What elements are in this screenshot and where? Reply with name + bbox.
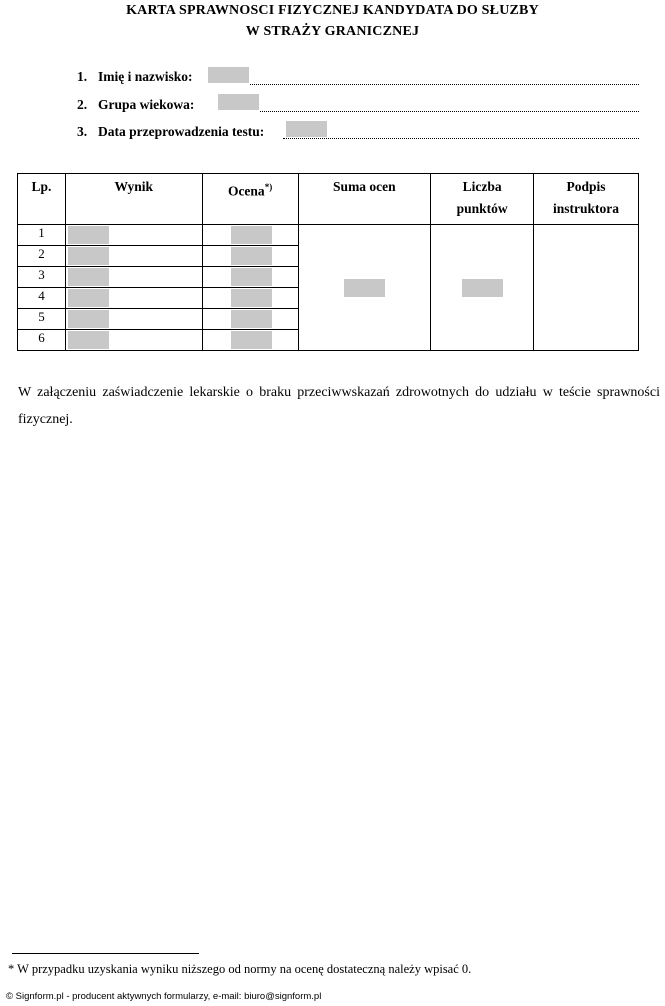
header-suma-ocen: Suma ocen [298, 174, 431, 225]
header-liczba-punktow: Liczba punktów [431, 174, 534, 225]
test-date-dotted-line [283, 138, 639, 139]
field-label-name: Imię i nazwisko: [98, 69, 193, 84]
header-ocena: Ocena*) [202, 174, 298, 225]
test-date-input[interactable] [286, 121, 327, 137]
wynik-input[interactable] [68, 289, 109, 307]
field-number: 1. [77, 69, 88, 84]
footnote-divider [12, 953, 199, 954]
ocena-input[interactable] [231, 331, 272, 349]
field-label-test-date: Data przeprowadzenia testu: [98, 124, 265, 139]
table-header-row [18, 174, 639, 225]
age-group-dotted-line [260, 111, 639, 112]
field-label-age-group: Grupa wiekowa: [98, 97, 195, 112]
row-lp: 3 [18, 267, 66, 288]
footnote-text: * W przypadku uzyskania wyniku niższego od normy na ocenę dostateczną należy wpisać 0. [8, 962, 472, 976]
wynik-input[interactable] [68, 247, 109, 265]
results-table [17, 173, 639, 351]
suma-ocen-input[interactable] [344, 279, 385, 297]
header-wynik: Wynik [65, 174, 202, 225]
liczba-punktow-input[interactable] [462, 279, 503, 297]
form-title-line1: KARTA SPRAWNOSCI FIZYCZNEJ KANDYDATA DO SŁUZBY [126, 3, 539, 18]
ocena-input[interactable] [231, 226, 272, 244]
row-lp: 2 [18, 246, 66, 267]
form-title-line2: W STRAŻY GRANICZNEJ [245, 24, 420, 39]
wynik-input[interactable] [68, 310, 109, 328]
footnote-mark: *) [264, 182, 273, 192]
wynik-input[interactable] [68, 331, 109, 349]
header-lp: Lp. [18, 174, 66, 225]
credit-line: © Signform.pl - producent aktywnych formularzy, e-mail: biuro@signform.pl [6, 991, 322, 1002]
ocena-input[interactable] [231, 268, 272, 286]
ocena-input[interactable] [231, 289, 272, 307]
podpis-cell [534, 225, 639, 351]
wynik-input[interactable] [68, 268, 109, 286]
row-lp: 6 [18, 330, 66, 351]
field-number: 2. [77, 97, 88, 112]
name-input[interactable] [208, 67, 249, 83]
table-row [18, 225, 639, 246]
age-group-input[interactable] [218, 94, 259, 110]
attachment-note: W załączeniu zaświadczenie lekarskie o braku przeciwwskazań zdrowotnych do udziału w teście sprawności fizycznej. [18, 385, 660, 427]
header-podpis-instruktora: Podpis instruktora [534, 174, 639, 225]
ocena-input[interactable] [231, 247, 272, 265]
wynik-input[interactable] [68, 226, 109, 244]
row-lp: 4 [18, 288, 66, 309]
field-number: 3. [77, 124, 88, 139]
row-lp: 1 [18, 225, 66, 246]
ocena-input[interactable] [231, 310, 272, 328]
row-lp: 5 [18, 309, 66, 330]
name-dotted-line [250, 84, 639, 85]
